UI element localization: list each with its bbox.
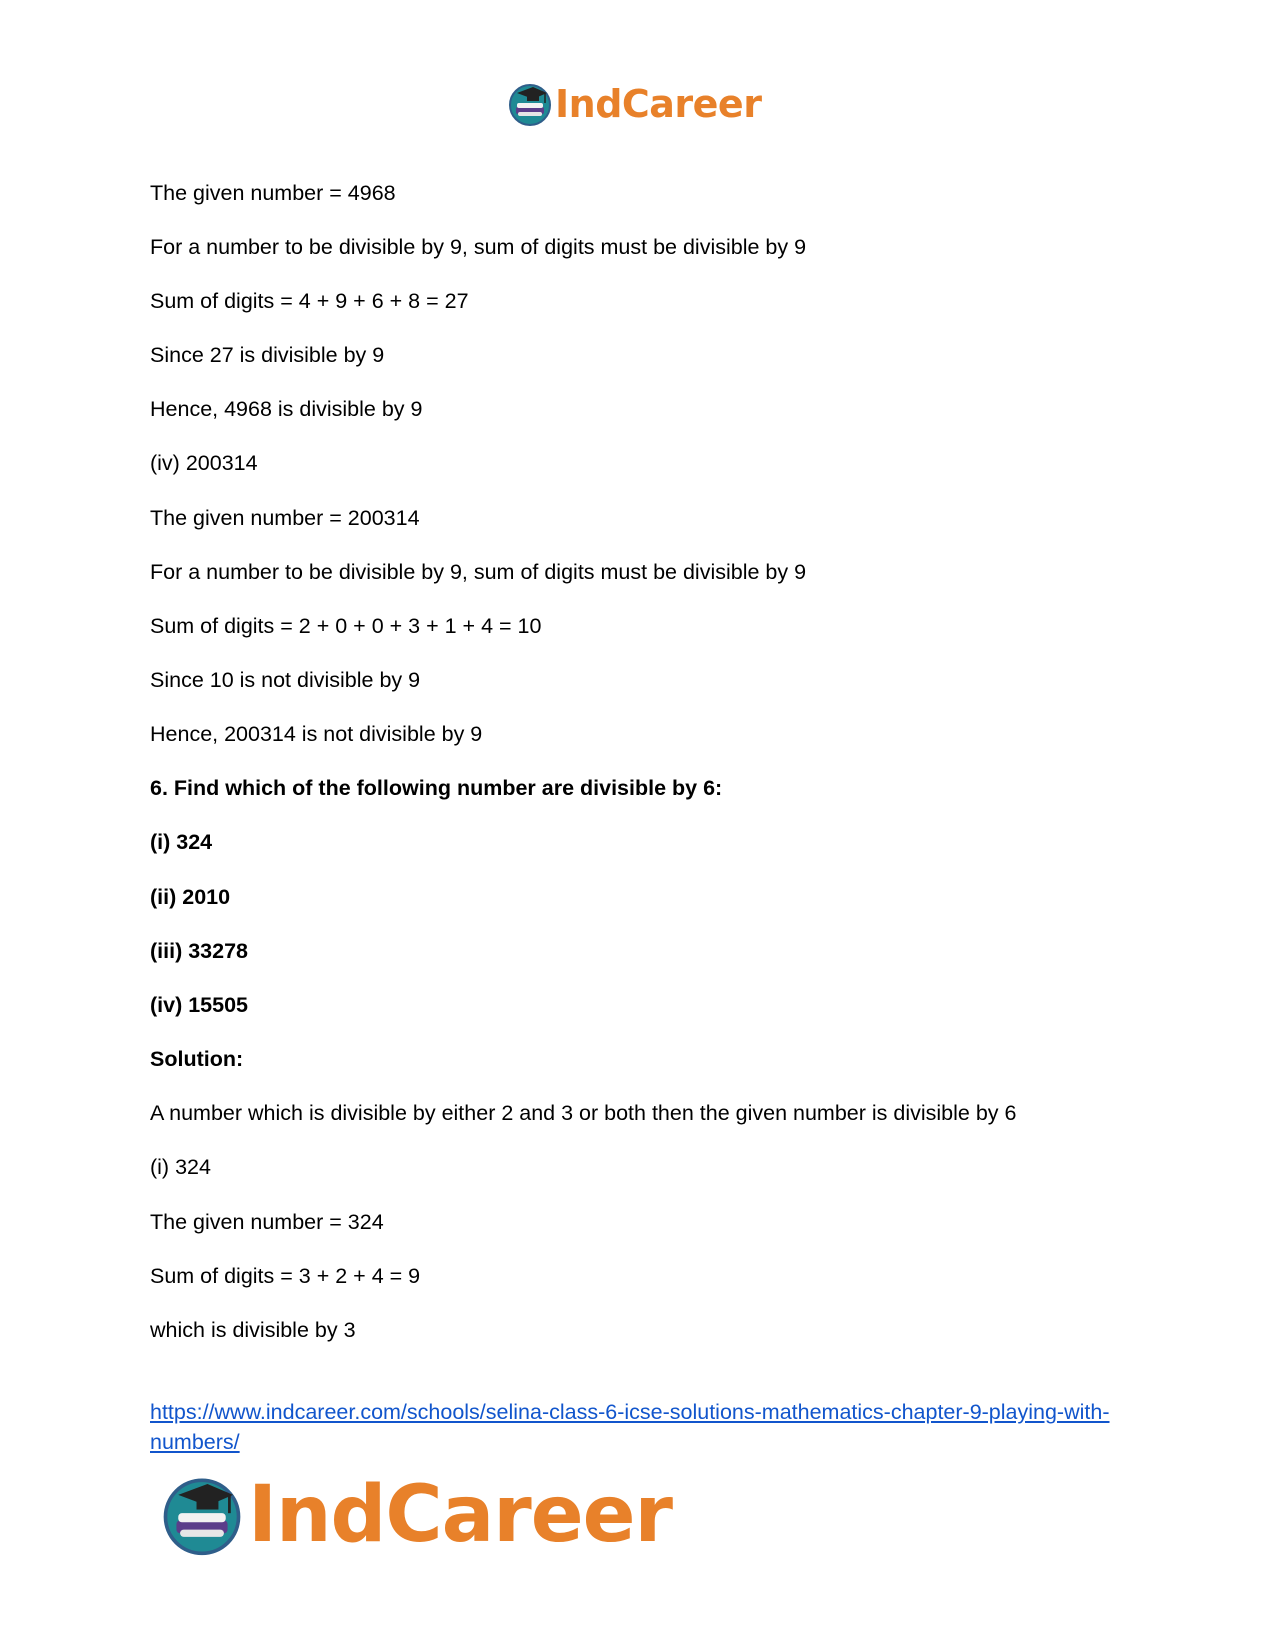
text-line: Hence, 200314 is not divisible by 9	[150, 722, 483, 746]
text-line: The given number = 324	[150, 1210, 384, 1234]
text-line: (iv) 200314	[150, 451, 258, 475]
text-line: For a number to be divisible by 9, sum of digits must be divisible by 9	[150, 560, 807, 584]
question-option: (i) 324	[150, 830, 213, 854]
graduation-book-globe-icon	[160, 1473, 244, 1557]
text-line: Since 27 is divisible by 9	[150, 343, 385, 367]
text-line: Sum of digits = 4 + 9 + 6 + 8 = 27	[150, 289, 469, 313]
question-option: (iii) 33278	[150, 939, 248, 963]
text-line: Sum of digits = 3 + 2 + 4 = 9	[150, 1264, 421, 1288]
question-option: (ii) 2010	[150, 885, 231, 909]
text-line: Sum of digits = 2 + 0 + 0 + 3 + 1 + 4 = 10	[150, 614, 542, 638]
header-logo-text: IndCareer	[555, 82, 762, 126]
text-line: Since 10 is not divisible by 9	[150, 668, 421, 692]
question-heading: 6. Find which of the following number are divisible by 6:	[150, 776, 723, 800]
question-option: (iv) 15505	[150, 993, 249, 1017]
text-line: The given number = 200314	[150, 506, 420, 530]
text-line: A number which is divisible by either 2 and 3 or both then the given number is divisible by 6	[150, 1101, 1017, 1125]
text-line: which is divisible by 3	[150, 1318, 356, 1342]
header-logo	[507, 80, 761, 128]
text-line: Hence, 4968 is divisible by 9	[150, 397, 423, 421]
graduation-book-globe-icon	[507, 81, 553, 127]
footer-logo-text: IndCareer	[248, 1470, 672, 1560]
text-line: (i) 324	[150, 1155, 211, 1179]
text-line: The given number = 4968	[150, 181, 396, 205]
footer-logo	[160, 1470, 672, 1560]
solution-heading: Solution:	[150, 1047, 244, 1071]
text-line: For a number to be divisible by 9, sum of digits must be divisible by 9	[150, 235, 807, 259]
source-link[interactable]: https://www.indcareer.com/schools/selina-class-6-icse-solutions-mathematics-chapter-9-playing-with-numbers/	[150, 1400, 1110, 1454]
